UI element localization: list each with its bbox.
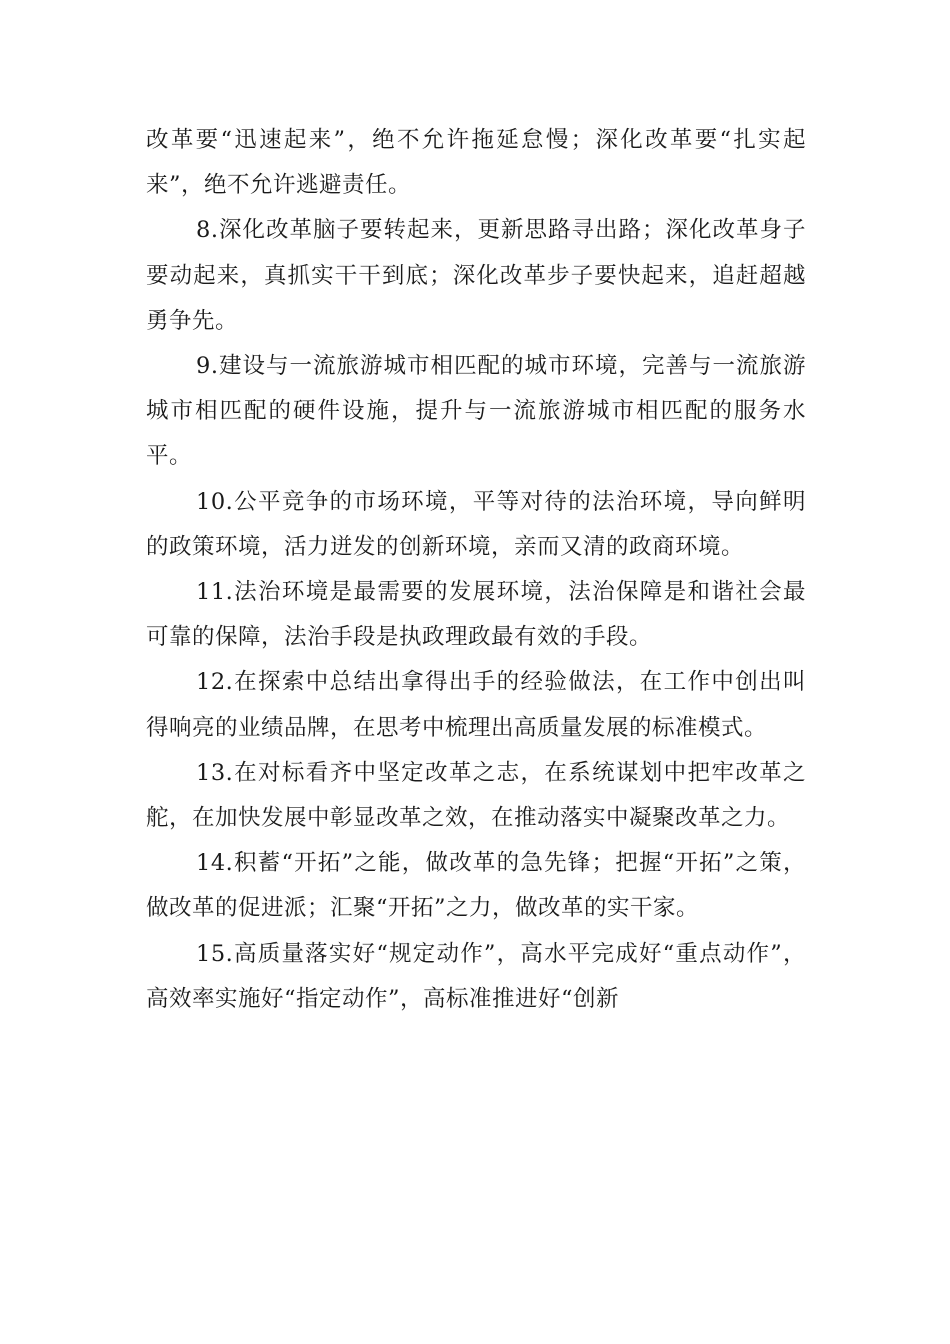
paragraph-9: 9.建设与一流旅游城市相匹配的城市环境，完善与一流旅游城市相匹配的硬件设施，提升与一流旅游城市相匹配的服务水平。 [146,353,806,470]
paragraph-8: 8.深化改革脑子要转起来，更新思路寻出路；深化改革身子要动起来，真抓实干干到底；深化改革步子要快起来，追赶超越勇争先。 [146,217,806,334]
paragraph-12: 12.在探索中总结出拿得出手的经验做法，在工作中创出叫得响亮的业绩品牌，在思考中梳理出高质量发展的标准模式。 [146,669,806,741]
paragraph-13: 13.在对标看齐中坚定改革之志，在系统谋划中把牢改革之舵，在加快发展中彰显改革之效，在推动落实中凝聚改革之力。 [146,759,806,832]
document-body [146,118,806,1022]
paragraph-14: 14.积蓄“开拓”之能，做改革的急先锋；把握“开拓”之策，做改革的促进派；汇聚“开拓”之力，做改革的实干家。 [146,850,806,922]
paragraph-15: 15.高质量落实好“规定动作”，高水平完成好“重点动作”，高效率实施好“指定动作”，高标准推进好“创新 [146,940,806,1012]
paragraph-10: 10.公平竞争的市场环境，平等对待的法治环境，导向鲜明的政策环境，活力迸发的创新环境，亲而又清的政商环境。 [146,488,806,560]
paragraph-continued: 改革要“迅速起来”，绝不允许拖延怠慢；深化改革要“扎实起来”，绝不允许逃避责任。 [146,127,806,199]
paragraph-11: 11.法治环境是最需要的发展环境，法治保障是和谐社会最可靠的保障，法治手段是执政理政最有效的手段。 [146,579,806,651]
